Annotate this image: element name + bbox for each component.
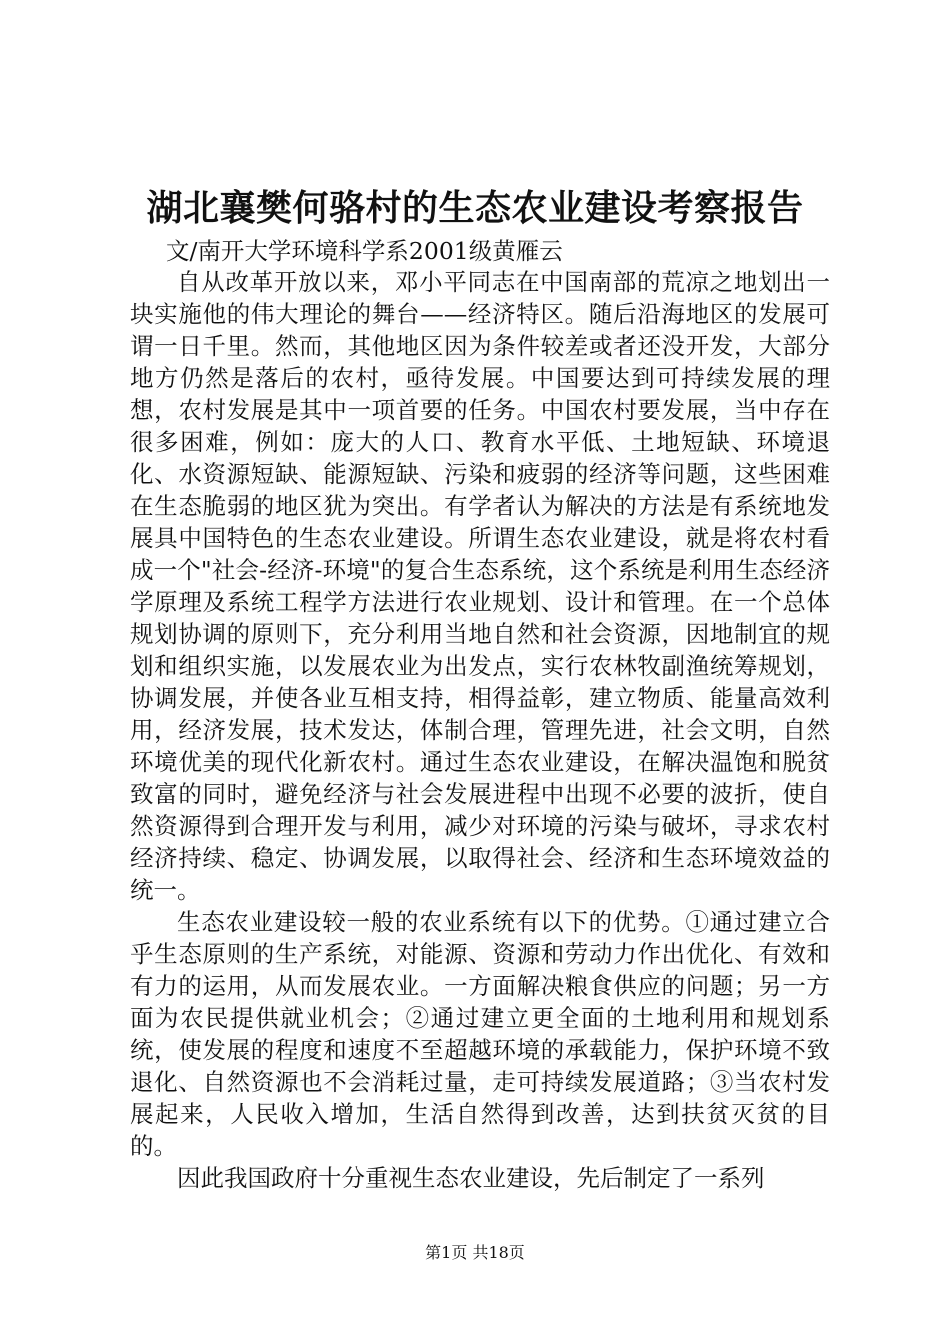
document-body: [130, 266, 830, 1194]
paragraph-2: 生态农业建设较一般的农业系统有以下的优势。①通过建立合乎生态原则的生产系统，对能源、资源和劳动力作出优化、有效和有力的运用，从而发展农业。一方面解决粮食供应的问题；另一方面为农民提供就业机会；②通过建立更全面的土地利用和规划系统，使发展的程度和速度不至超越环境的承载能力，保护环境不致退化、自然资源也不会消耗过量，走可持续发展道路；③当农村发展起来，人民收入增加，生活自然得到改善，达到扶贫灭贫的目的。: [130, 908, 830, 1160]
author-line: 文/南开大学环境科学系2001级黄雁云: [166, 237, 563, 265]
page-title: 湖北襄樊何骆村的生态农业建设考察报告: [146, 187, 804, 229]
paragraph-1: 自从改革开放以来，邓小平同志在中国南部的荒凉之地划出一块实施他的伟大理论的舞台——经济特区。随后沿海地区的发展可谓一日千里。然而，其他地区因为条件较差或者还没开发，大部分地方仍然是落后的农村，亟待发展。中国要达到可持续发展的理想，农村发展是其中一项首要的任务。中国农村要发展，当中存在很多困难，例如：庞大的人口、教育水平低、土地短缺、环境退化、水资源短缺、能源短缺、污染和疲弱的经济等问题，这些困难在生态脆弱的地区犹为突出。有学者认为解决的方法是有系统地发展具中国特色的生态农业建设。所谓生态农业建设，就是将农村看成一个"社会-经济-环境"的复合生态系统，这个系统是利用生态经济学原理及系统工程学方法进行农业规划、设计和管理。在一个总体规划协调的原则下，充分利用当地自然和社会资源，因地制宜的规划和组织实施，以发展农业为出发点，实行农林牧副渔统筹规划，协调发展，并使各业互相支持，相得益彰，建立物质、能量高效利用，经济发展，技术发达，体制合理，管理先进，社会文明，自然环境优美的现代化新农村。通过生态农业建设，在解决温饱和脱贫致富的同时，避免经济与社会发展进程中出现不必要的波折，使自然资源得到合理开发与利用，减少对环境的污染与破坏，寻求农村经济持续、稳定、协调发展，以取得社会、经济和生态环境效益的统一。: [130, 268, 830, 904]
paragraph-3: 因此我国政府十分重视生态农业建设，先后制定了一系列: [177, 1164, 765, 1192]
page-footer: 第1页 共18页: [425, 1243, 525, 1262]
